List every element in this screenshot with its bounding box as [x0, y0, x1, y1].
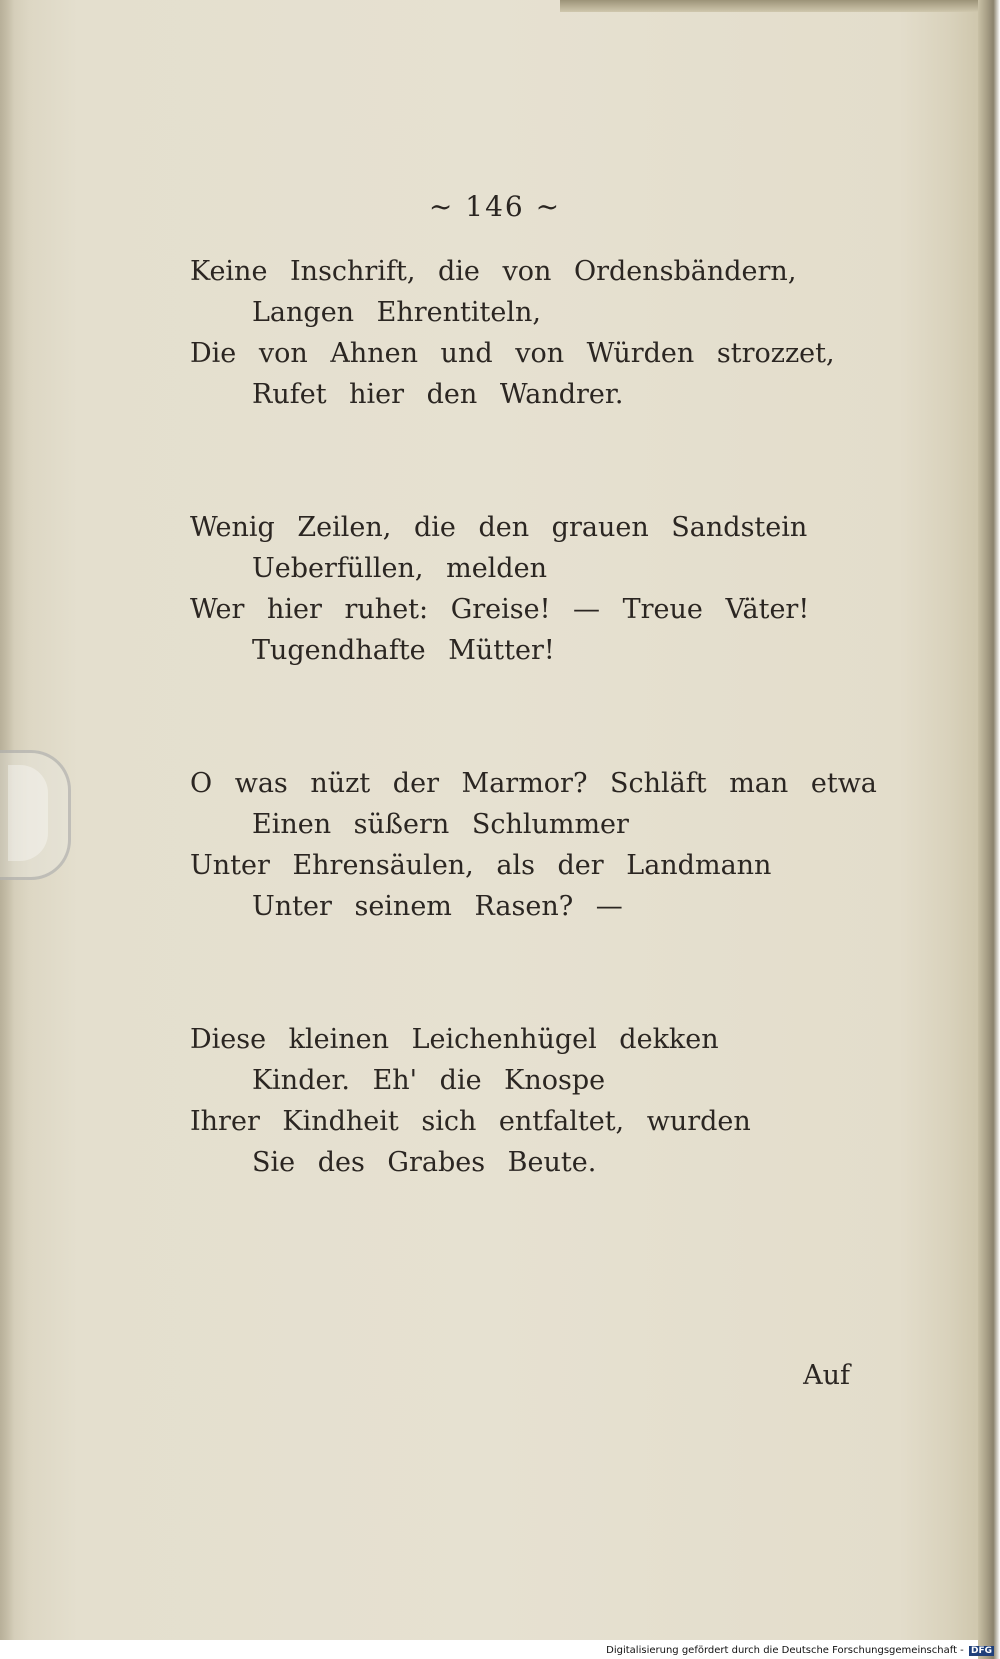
dfg-logo: DFG	[970, 1646, 992, 1656]
top-page-edge	[560, 0, 980, 12]
stanza-3	[190, 763, 877, 927]
poem-body	[190, 190, 877, 1275]
stanza-2	[190, 507, 870, 671]
verse-line: Einen süßern Schlummer	[252, 809, 629, 840]
stanza-4	[190, 1019, 870, 1183]
verse-line: Ueberfüllen, melden	[252, 553, 547, 584]
verse-line: Tugendhafte Mütter!	[252, 635, 555, 666]
digitization-credit	[606, 1645, 994, 1656]
verse-line: Rufet hier den Wandrer.	[252, 379, 624, 410]
page-clip	[0, 750, 71, 880]
right-page-edge	[978, 0, 1000, 1659]
verse-line: Ihrer Kindheit sich entfaltet, wurden	[190, 1106, 751, 1137]
verse-line: Sie des Grabes Beute.	[252, 1147, 597, 1178]
page-clip-highlight	[8, 765, 48, 861]
verse-line: Unter seinem Rasen? —	[252, 891, 623, 922]
verse-line: Langen Ehrentiteln,	[252, 297, 541, 328]
verse-line: Die von Ahnen und von Würden strozzet,	[190, 338, 835, 369]
credit-text: Digitalisierung gefördert durch die Deutsche Forschungsgemeinschaft -	[606, 1645, 964, 1656]
verse-line: Keine Inschrift, die von Ordensbändern,	[190, 256, 797, 287]
verse-line: O was nüzt der Marmor? Schläft man etwa	[190, 768, 877, 799]
verse-line: Unter Ehrensäulen, als der Landmann	[190, 850, 772, 881]
verse-line: Wer hier ruhet: Greise! — Treue Väter!	[190, 594, 810, 625]
verse-line: Kinder. Eh' die Knospe	[252, 1065, 606, 1096]
verse-line: Wenig Zeilen, die den grauen Sandstein	[190, 512, 808, 543]
catchword: Auf	[803, 1360, 850, 1391]
stanza-1	[190, 251, 870, 415]
page-number: ~ 146 ~	[428, 190, 562, 223]
verse-line: Diese kleinen Leichenhügel dekken	[190, 1024, 719, 1055]
